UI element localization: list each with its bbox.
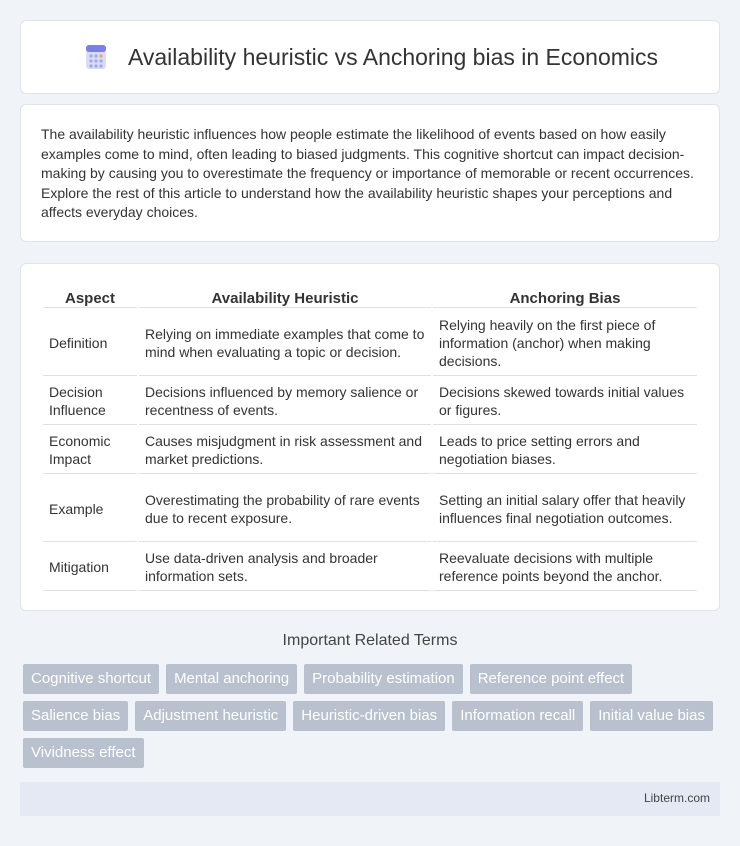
table-row [43, 378, 697, 425]
header-availability: Availability Heuristic [139, 286, 431, 308]
related-terms-tags [23, 664, 723, 768]
related-terms-title: Important Related Terms [282, 632, 458, 649]
footer-site-link[interactable]: Libterm.com [643, 791, 710, 805]
related-term-tag[interactable]: Heuristic-driven bias [293, 701, 445, 731]
related-term-tag[interactable]: Mental anchoring [166, 664, 297, 694]
header-card [20, 20, 720, 94]
anchoring-cell: Reevaluate decisions with multiple reference points beyond the anchor. [433, 544, 697, 591]
related-term-tag[interactable]: Probability estimation [304, 664, 463, 694]
table-header-row [43, 286, 697, 308]
calculator-icon [82, 43, 110, 71]
related-term-tag[interactable]: Cognitive shortcut [23, 664, 159, 694]
table-row [43, 544, 697, 591]
table-row [43, 427, 697, 474]
related-term-tag[interactable]: Vividness effect [23, 738, 144, 768]
table-row [43, 476, 697, 542]
intro-card [20, 104, 720, 242]
aspect-cell: Decision Influence [43, 378, 137, 425]
anchoring-cell: Decisions skewed towards initial values or figures. [433, 378, 697, 425]
anchoring-cell: Setting an initial salary offer that heavily influences final negotiation outcomes. [433, 476, 697, 542]
table-row [43, 310, 697, 376]
availability-cell: Relying on immediate examples that come to mind when evaluating a topic or decision. [139, 310, 431, 376]
header-aspect: Aspect [43, 286, 137, 308]
aspect-cell: Economic Impact [43, 427, 137, 474]
header-inner [82, 43, 658, 71]
related-term-tag[interactable]: Initial value bias [590, 701, 713, 731]
anchoring-cell: Leads to price setting errors and negotiation biases. [433, 427, 697, 474]
availability-cell: Overestimating the probability of rare events due to recent exposure. [139, 476, 431, 542]
aspect-cell: Example [43, 476, 137, 542]
aspect-cell: Definition [43, 310, 137, 376]
related-term-tag[interactable]: Salience bias [23, 701, 128, 731]
related-term-tag[interactable]: Reference point effect [470, 664, 632, 694]
header-anchoring: Anchoring Bias [433, 286, 697, 308]
availability-cell: Decisions influenced by memory salience or recentness of events. [139, 378, 431, 425]
comparison-table [41, 284, 699, 593]
footer [20, 782, 720, 816]
aspect-cell: Mitigation [43, 544, 137, 591]
anchoring-cell: Relying heavily on the first piece of information (anchor) when making decisions. [433, 310, 697, 376]
related-term-tag[interactable]: Adjustment heuristic [135, 701, 286, 731]
related-term-tag[interactable]: Information recall [452, 701, 583, 731]
intro-paragraph: The availability heuristic influences how people estimate the likelihood of events based on how easily examples come to mind, often leading to biased judgments. This cognitive shortcut can impact decision-making by causing you to overestimate the frequency or importance of memorable or recent occurrences. Explore the rest of this article to understand how the availability heuristic shapes your perceptions and affects everyday choices. [41, 126, 694, 220]
comparison-table-card [20, 263, 720, 611]
availability-cell: Causes misjudgment in risk assessment and market predictions. [139, 427, 431, 474]
availability-cell: Use data-driven analysis and broader information sets. [139, 544, 431, 591]
page-title: Availability heuristic vs Anchoring bias in Economics [127, 43, 659, 70]
